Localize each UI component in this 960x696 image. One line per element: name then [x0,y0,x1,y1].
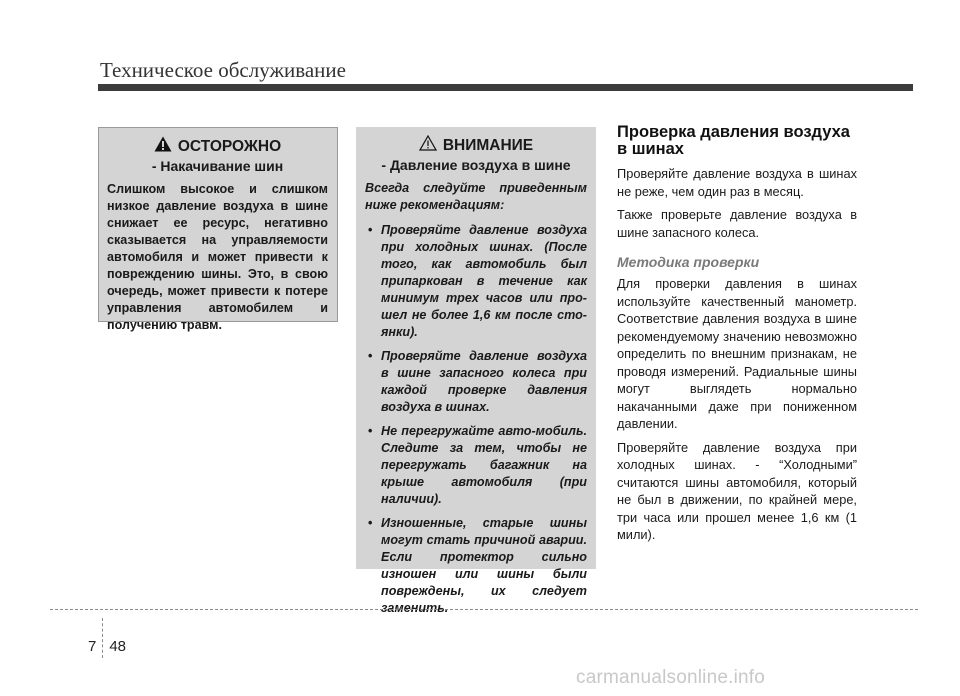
page-header-title: Техническое обслуживание [100,58,346,82]
page-number [88,626,126,666]
paragraph: Для проверки давления в шинах используйте качественный манометр. Соответствие давления воздуха в шине рекомендуемому значению невозможно определить по внешним признакам, не проводя измерений. Радиальные шины могут выглядеть нормально накачанными даже при пониженном давлении. [617,276,857,431]
watermark: carmanualsonline.info [576,667,766,688]
bullet: • [368,516,373,530]
list-item: • Проверяйте давление воздуха при холодных шинах. (После того, как автомобиль был припаркован в течение как минимум трех часов или про-шел не более 1,6 км после сто-янки). [368,223,587,339]
caution-title: ОСТОРОЖНО [177,137,282,155]
chapter-number: 7 [88,637,97,655]
warning-list [365,222,587,617]
warning-subtitle: - Давление воздуха в шине [381,157,571,173]
paragraph: Проверяйте давление воздуха в шинах не реже, чем один раз в месяц. [617,166,857,199]
paragraph: Также проверьте давление воздуха в шине запасного колеса. [617,207,857,240]
caution-heading [107,136,328,157]
section-title: Проверка давления воздуха в шинах [617,123,850,158]
header-rule [98,84,913,91]
bullet: • [368,424,373,438]
bullet: • [368,223,373,237]
list-item: • Изношенные, старые шины могут стать причиной аварии. Если протектор сильно изношен или шины были повреждены, их следует заменить. [368,516,587,615]
caution-subtitle: - Накачивание шин [151,158,284,174]
page-number-value: 48 [109,637,127,655]
warning-outline-icon [419,135,437,156]
warning-filled-icon [154,136,172,157]
subsection-title: Методика проверки [617,254,760,270]
footer-divider [50,609,918,610]
main-column [617,124,857,550]
caution-text: Слишком высокое и слишком низкое давление воздуха в шине снижает ее ресурс, негативно сказывается на управляемости автомобиля и может привести к повреждению шины. Это, в свою очередь, может привести к потере управления автомобилем и получению травм. [107,182,328,332]
list-item: • Не перегружайте авто-мобиль. Следите за тем, чтобы не перегружать багажник на крыше автомобиля (при наличии). [368,424,587,506]
paragraph: Проверяйте давление воздуха при холодных шинах. - “Холодными” считаются шины автомобиля, который не был в движении, по крайней мере, три часа или прошел менее 1,6 км (1 мили). [617,439,857,542]
page-number-separator [102,618,103,658]
warning-title: ВНИМАНИЕ [442,136,534,154]
warning-intro: Всегда следуйте приведенным ниже рекомендациям: [365,181,587,212]
warning-box [356,127,596,615]
caution-box [98,127,338,332]
warning-heading [365,135,587,156]
bullet: • [368,349,373,363]
list-item: • Проверяйте давление воздуха в шине запасного колеса при каждой проверке давления воздуха в шинах. [368,349,587,414]
